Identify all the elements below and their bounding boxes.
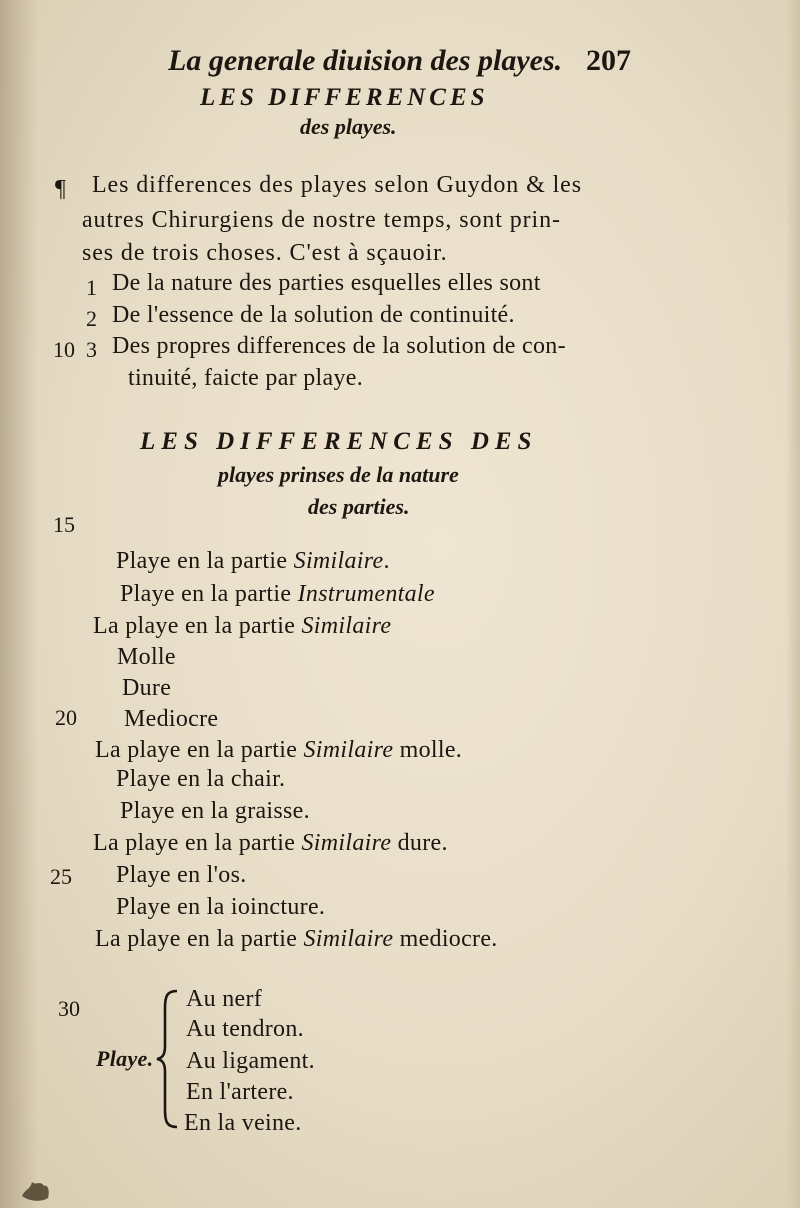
margin-line-number: 10 bbox=[53, 337, 75, 362]
section-subheading: des parties. bbox=[308, 494, 410, 519]
section-heading: LES DIFFERENCES bbox=[200, 84, 489, 111]
gutter-shadow bbox=[0, 0, 38, 1208]
enum-number: 1 bbox=[86, 275, 97, 300]
enum-text: Des propres differences de la solution de con- bbox=[112, 333, 566, 359]
list-item: Playe en la ioincture. bbox=[116, 894, 326, 920]
brace-item: Au nerf bbox=[186, 986, 263, 1012]
section-subheading: des playes. bbox=[300, 114, 397, 139]
list-item: Playe en la chair. bbox=[116, 766, 286, 792]
enum-text: De la nature des parties esquelles elles sont bbox=[112, 270, 541, 296]
list-item: Mediocre bbox=[124, 706, 219, 732]
section-subheading: playes prinses de la nature bbox=[218, 462, 459, 487]
enum-number: 3 bbox=[86, 337, 97, 362]
paragraph-line: ses de trois choses. C'est à sçauoir. bbox=[82, 240, 448, 266]
list-item: Playe en la partie Instrumentale bbox=[120, 581, 435, 607]
brace-icon bbox=[155, 988, 181, 1130]
paragraph-marker: ¶ bbox=[55, 176, 66, 202]
brace-item: Au ligament. bbox=[186, 1048, 315, 1074]
margin-line-number: 30 bbox=[58, 996, 80, 1021]
list-item: Playe en l'os. bbox=[116, 862, 247, 888]
brace-item: En l'artere. bbox=[186, 1079, 294, 1105]
enum-number: 2 bbox=[86, 306, 97, 331]
list-item: Playe en la partie Similaire. bbox=[116, 548, 390, 574]
brace-item: Au tendron. bbox=[186, 1016, 304, 1042]
section-heading: LES DIFFERENCES DES bbox=[140, 428, 538, 455]
paragraph-line: Les differences des playes selon Guydon & les bbox=[92, 172, 582, 198]
margin-line-number: 25 bbox=[50, 864, 72, 889]
brace-label: Playe. bbox=[96, 1046, 154, 1071]
brace-item: En la veine. bbox=[184, 1110, 302, 1136]
list-item: La playe en la partie Similaire dure. bbox=[93, 830, 448, 856]
list-item: Playe en la graisse. bbox=[120, 798, 310, 824]
paragraph-line: autres Chirurgiens de nostre temps, sont prin- bbox=[82, 207, 561, 233]
list-item: Molle bbox=[117, 644, 176, 670]
running-title: La generale diuision des playes. bbox=[168, 44, 563, 77]
list-item: La playe en la partie Similaire mediocre. bbox=[95, 926, 498, 952]
list-item: Dure bbox=[122, 675, 172, 701]
ink-stain-icon bbox=[18, 1170, 54, 1204]
list-item: La playe en la partie Similaire molle. bbox=[95, 737, 463, 763]
margin-line-number: 20 bbox=[55, 705, 77, 730]
page-number: 207 bbox=[586, 44, 631, 77]
enum-continuation: tinuité, faicte par playe. bbox=[128, 365, 364, 391]
list-item: La playe en la partie Similaire bbox=[93, 613, 392, 639]
page-edge-shadow bbox=[786, 0, 800, 1208]
enum-text: De l'essence de la solution de continuité. bbox=[112, 302, 515, 328]
margin-line-number: 15 bbox=[53, 512, 75, 537]
